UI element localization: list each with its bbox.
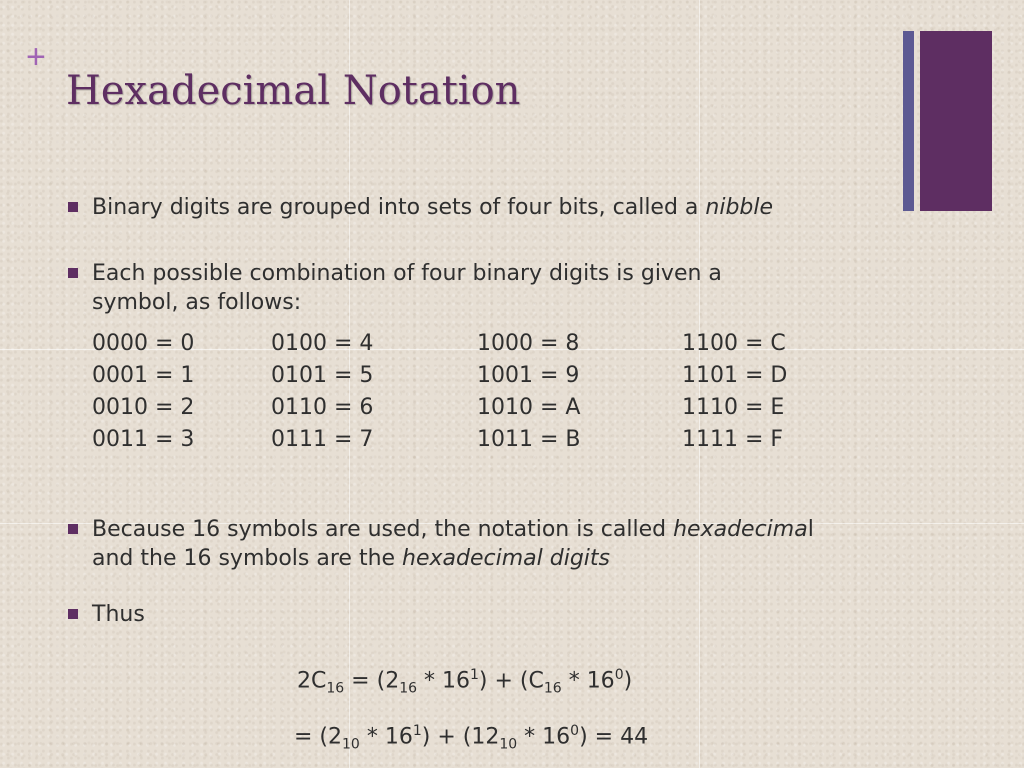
table-cell: 1010 = A (477, 395, 581, 420)
bullet-square-icon (68, 202, 78, 212)
table-cell: 1001 = 9 (477, 363, 580, 388)
table-row (92, 360, 812, 392)
bullet-italic-term: nibble (705, 195, 774, 220)
bullet-text (92, 259, 888, 317)
table-cell: 1111 = F (682, 427, 784, 452)
slide-title: Hexadecimal Notation (66, 68, 521, 114)
bullet-square-icon (68, 268, 78, 278)
eq-superscript: 1 (412, 723, 422, 739)
table-cell: 0010 = 2 (92, 395, 195, 420)
eq-text: ) (623, 668, 633, 694)
bullet-square-icon (68, 609, 78, 619)
eq-subscript: 16 (543, 680, 562, 697)
eq-text: ) = 44 (579, 724, 649, 750)
bullet-text-part: Binary digits are grouped into sets of four bits, called a (92, 195, 706, 220)
equation-line-2 (294, 716, 648, 760)
eq-text: 2C (297, 668, 327, 694)
eq-superscript: 0 (570, 723, 580, 739)
table-cell: 1000 = 8 (477, 331, 580, 356)
bullet-text-part: Because 16 symbols are used, the notation is called (92, 517, 674, 542)
bullet-text-part: and the 16 symbols are the (92, 546, 403, 571)
eq-text: = (2 (344, 668, 400, 694)
bullet-italic-term: hexadecimal digits (402, 546, 610, 571)
table-cell: 0111 = 7 (271, 427, 374, 452)
eq-text: * 16 (359, 724, 413, 750)
table-cell: 0100 = 4 (271, 331, 374, 356)
table-row (92, 392, 812, 424)
table-row (92, 424, 812, 456)
bullet-text (92, 193, 888, 222)
table-cell: 1011 = B (477, 427, 581, 452)
table-cell: 1101 = D (682, 363, 788, 388)
bullet-text: Thus (92, 602, 145, 627)
eq-text: * 16 (561, 668, 615, 694)
plus-icon: + (26, 38, 46, 76)
hex-mapping-table (92, 328, 812, 456)
bullet-text-line: symbol, as follows: (92, 290, 302, 315)
table-cell: 0011 = 3 (92, 427, 195, 452)
table-cell: 0110 = 6 (271, 395, 374, 420)
table-cell: 0000 = 0 (92, 331, 195, 356)
bullet-thus (68, 600, 888, 629)
bullet-square-icon (68, 524, 78, 534)
eq-superscript: 0 (614, 667, 624, 683)
table-cell: 1110 = E (682, 395, 785, 420)
table-cell: 0001 = 1 (92, 363, 195, 388)
eq-text: ) + (12 (421, 724, 500, 750)
bullet-nibble (68, 193, 888, 222)
equation-line-1 (297, 660, 632, 704)
bullet-text (92, 515, 888, 573)
eq-superscript: 1 (470, 667, 479, 683)
eq-subscript: 10 (499, 736, 518, 753)
eq-text: * 16 (517, 724, 571, 750)
eq-subscript: 10 (342, 736, 360, 753)
eq-subscript: 16 (399, 680, 418, 697)
table-cell: 0101 = 5 (271, 363, 374, 388)
table-row (92, 328, 812, 360)
table-cell: 1100 = C (682, 331, 786, 356)
bullet-text-part: l (807, 517, 814, 542)
eq-subscript: 16 (326, 680, 345, 697)
bullet-hexadecimal-definition (68, 515, 888, 573)
eq-text: = (2 (294, 724, 343, 750)
bullet-italic-term: hexadecima (673, 517, 808, 542)
eq-text: * 16 (417, 668, 470, 694)
accent-bar-thick (920, 31, 992, 211)
bullet-text-line: Each possible combination of four binary digits is given a (92, 261, 722, 286)
bullet-combination (68, 259, 888, 317)
eq-text: ) + (C (478, 668, 544, 694)
accent-bar-thin (903, 31, 914, 211)
